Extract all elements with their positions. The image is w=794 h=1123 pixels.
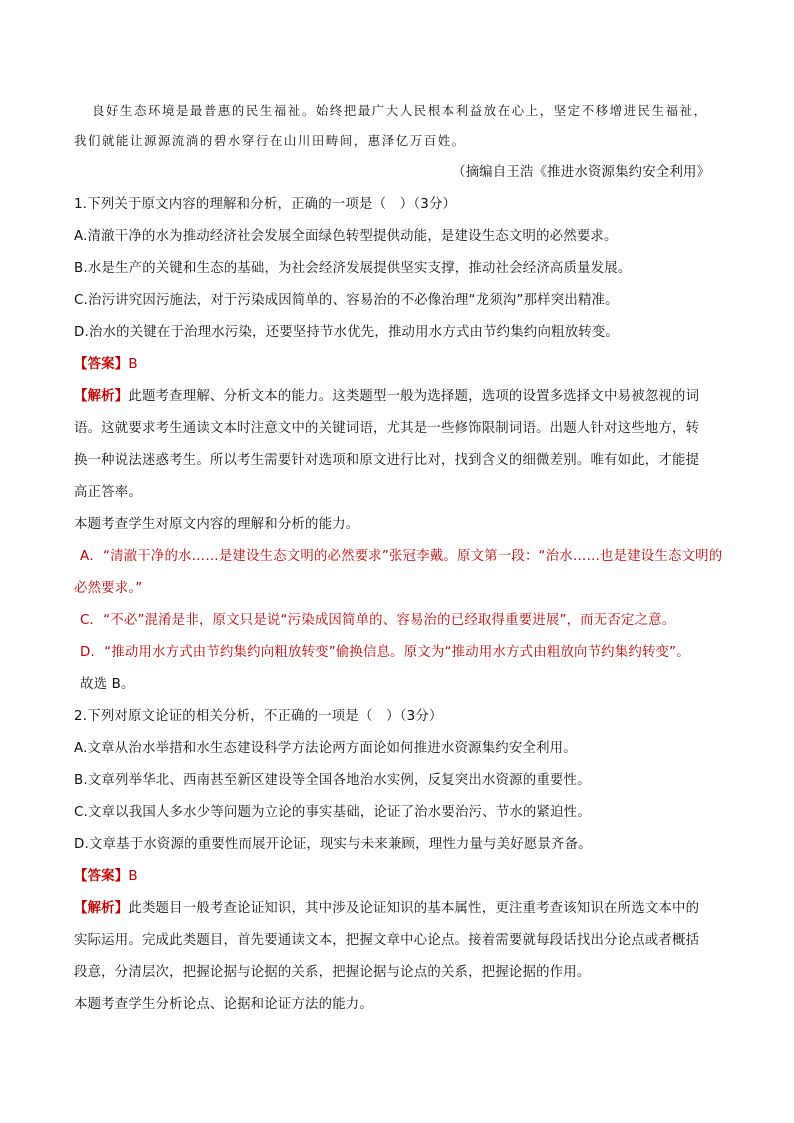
q2-option-a: A.文章从治水举措和水生态建设科学方法论两方面论如何推进水资源集约安全利用。 bbox=[74, 741, 577, 756]
q2-answer-value: B bbox=[128, 869, 138, 884]
q2-analysis-line-1 bbox=[74, 900, 699, 918]
q2-analysis-tag: 【解析】 bbox=[74, 901, 129, 916]
q1-answer-value: B bbox=[128, 357, 138, 372]
q2-answer-tag: 【答案】 bbox=[74, 869, 129, 884]
q1-detail-d: D．“推动用水方式由节约集约向粗放转变”偷换信息。原文为“推动用水方式由粗放向节约集约转变”。 bbox=[80, 645, 690, 660]
q2-answer bbox=[74, 868, 138, 886]
q1-option-a: A.清澈干净的水为推动经济社会发展全面绿色转型提供动能，是建设生态文明的必然要求。 bbox=[74, 229, 618, 244]
q1-answer bbox=[74, 356, 138, 374]
q1-analysis-line-2: 语。这就要求考生通读文本时注意文中的关键词语，尤其是一些修饰限制词语。出题人针对这些地方，转 bbox=[74, 421, 700, 436]
passage-source: （摘编自王浩《推进水资源集约安全利用》 bbox=[452, 165, 711, 180]
q2-option-b: B.文章列举华北、西南甚至新区建设等全国各地治水实例，反复突出水资源的重要性。 bbox=[74, 773, 591, 788]
q2-option-c: C.文章以我国人多水少等问题为立论的事实基础，论证了治水要治污、节水的紧迫性。 bbox=[74, 805, 591, 820]
q1-analysis-line-3: 换一种说法迷惑考生。所以考生需要针对选项和原文进行比对，找到含义的细微差别。唯有如此，才能提 bbox=[74, 453, 700, 468]
q1-option-b: B.水是生产的关键和生态的基础，为社会经济发展提供坚实支撑，推动社会经济高质量发展。 bbox=[74, 261, 632, 276]
q1-stem: 1.下列关于原文内容的理解和分析，正确的一项是（ ）（3分） bbox=[74, 197, 457, 212]
q2-analysis-line-2: 实际运用。完成此类题目，首先要通读文本，把握文章中心论点。接着需要就每段话找出分论点或者概括 bbox=[74, 933, 700, 948]
q1-note: 本题考查学生对原文内容的理解和分析的能力。 bbox=[74, 517, 360, 532]
q2-note: 本题考查学生分析论点、论据和论证方法的能力。 bbox=[74, 997, 373, 1012]
q2-stem: 2.下列对原文论证的相关分析，不正确的一项是（ ）（3分） bbox=[74, 709, 443, 724]
q1-analysis-tag: 【解析】 bbox=[74, 389, 129, 404]
q1-option-d: D.治水的关键在于治理水污染，还要坚持节水优先，推动用水方式由节约集约向粗放转变。 bbox=[74, 325, 619, 340]
passage-line-2: 我们就能让源源流淌的碧水穿行在山川田畴间，惠泽亿万百姓。 bbox=[74, 133, 466, 148]
q1-detail-c: C．“不必”混淆是非，原文只是说“污染成因简单的、容易治的已经取得重要进展”，而无否定之意。 bbox=[80, 613, 676, 628]
q1-analysis-line-1 bbox=[74, 388, 699, 406]
q1-answer-tag: 【答案】 bbox=[74, 357, 129, 372]
q2-option-d: D.文章基于水资源的重要性而展开论证，现实与未来兼顾，理性力量与美好愿景齐备。 bbox=[74, 837, 592, 852]
q1-option-c: C.治污讲究因污施法，对于污染成因简单的、容易治的不必像治理“龙须沟”那样突出精准。 bbox=[74, 293, 619, 308]
q1-analysis-text-1: 此题考查理解、分析文本的能力。这类题型一般为选择题，选项的设置多选择文中易被忽视的词 bbox=[128, 389, 700, 404]
q2-analysis-text-1: 此类题目一般考查论证知识，其中涉及论证知识的基本属性，更注重考查该知识在所选文本中的 bbox=[128, 901, 700, 916]
passage-line-1: 良好生态环境是最普惠的民生福祉。始终把最广大人民根本利益放在心上，坚定不移增进民生福祉， bbox=[92, 103, 708, 118]
q1-detail-a-line-2: 必然要求。” bbox=[74, 581, 143, 596]
q1-detail-a-line-1: A．“清澈干净的水……是建设生态文明的必然要求”张冠李戴。原文第一段：“治水……也是建设生态文明的 bbox=[80, 549, 723, 564]
q1-conclusion: 故选 B。 bbox=[80, 677, 135, 692]
q2-analysis-line-3: 段意，分清层次，把握论据与论据的关系，把握论据与论点的关系，把握论据的作用。 bbox=[74, 965, 591, 980]
q1-analysis-line-4: 高正答率。 bbox=[74, 485, 142, 500]
